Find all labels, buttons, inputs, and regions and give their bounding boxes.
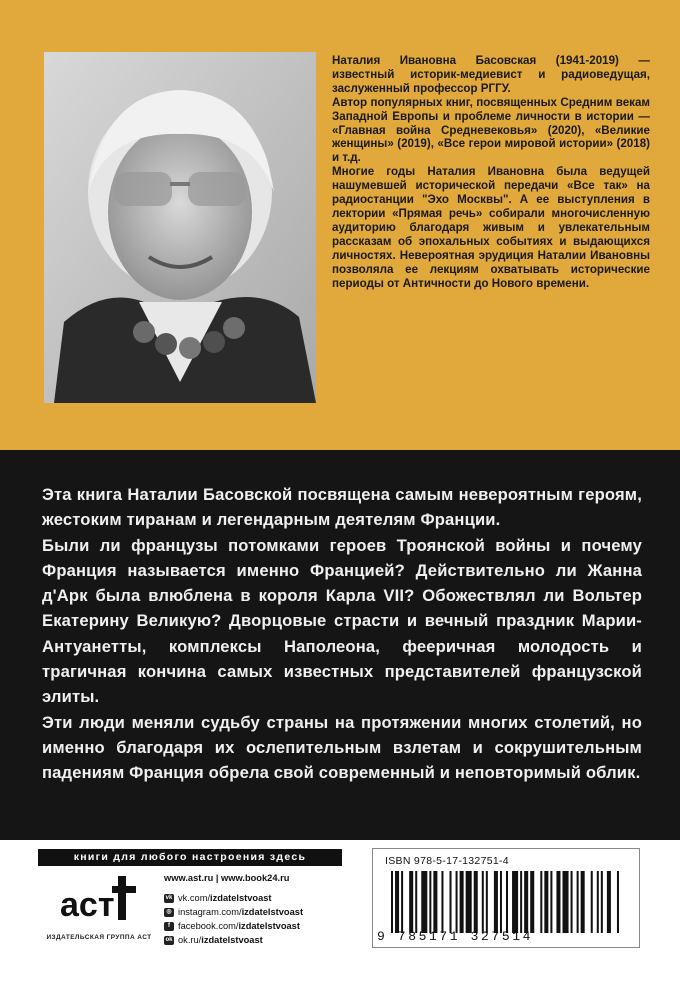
barcode-bar [571, 871, 573, 933]
barcode-bar [512, 871, 518, 933]
barcode-bar [421, 871, 427, 933]
barcode-bar [409, 871, 413, 933]
barcode-bar [429, 871, 431, 933]
barcode-bar [486, 871, 488, 933]
author-photo [44, 52, 316, 403]
barcode-bar [460, 871, 464, 933]
barcode-bar [494, 871, 498, 933]
bio-paragraph: Многие годы Наталия Ивановна была ведущей нашумевшей исторической передачи «Все так» на радиостанции "Эхо Москвы". А ее выступления в лектории «Прямая речь» собирали многочисленную аудиторию благодаря живым и увлекательным рассказам об эпохальных событиях и выдающихся личностях. Невероятная эрудиция Наталии Ивановны позволяла ее лекциям охватывать исторические периоды от Античности до Нового времени. [332, 165, 650, 290]
bio-paragraph: Наталия Ивановна Басовская (1941-2019) — известный историк-медиевист и радиоведущая, заслуженный профессор РГГУ. [332, 54, 650, 95]
social-links [164, 891, 303, 947]
barcode-digits: 9 785171 327514 [377, 929, 534, 944]
social-prefix: vk.com/ [178, 893, 211, 903]
vk-icon: vk [165, 894, 173, 901]
barcode-bar [466, 871, 472, 933]
author-bio [332, 54, 650, 290]
book-description [42, 482, 642, 786]
social-handle: izdatelstvoast [210, 893, 272, 903]
author-portrait-image [44, 52, 316, 403]
barcode-bar [415, 871, 417, 933]
barcode-bar [391, 871, 393, 933]
barcode-bar [617, 871, 619, 933]
social-link-facebook [164, 919, 303, 933]
barcode-block [372, 848, 640, 948]
social-handle: izdatelstvoast [241, 907, 304, 917]
social-handle: izdatelstvoast [238, 921, 300, 931]
barcode-bar [607, 871, 611, 933]
barcode-bar [556, 871, 560, 933]
social-link-instagram [164, 905, 303, 919]
barcode-bar [433, 871, 437, 933]
social-link-ok [164, 933, 303, 947]
odnoklassniki-icon: ok [165, 936, 173, 943]
description-paragraph: Эти люди меняли судьбу страны на протяжении многих столетий, но именно благодаря их ослепительным взлетам и сокрушительным падениям Франция обрела свой современный и неповторимый облик. [42, 712, 642, 783]
facebook-icon: f [164, 922, 174, 931]
barcode-bar [540, 871, 542, 933]
bio-paragraph: Автор популярных книг, посвященных Средним векам Западной Европы и проблеме личности в истории — «Главная война Средневековья» (2020), «Великие женщины» (2019), «Все герои мировой истории» (2018) и т.д. [332, 95, 650, 165]
barcode-bar [395, 871, 399, 933]
website-links: www.ast.ru | www.book24.ru [164, 873, 290, 883]
instagram-icon: ◎ [164, 908, 174, 917]
barcode-bar [441, 871, 443, 933]
barcode-bar [474, 871, 478, 933]
barcode-bar [506, 871, 508, 933]
barcode-bar [562, 871, 568, 933]
ast-logo [58, 870, 142, 928]
isbn-number: ISBN 978-5-17-132751-4 [385, 855, 509, 867]
social-link-vk [164, 891, 303, 905]
barcode-bar [577, 871, 579, 933]
social-prefix: instagram.com/ [178, 907, 242, 917]
description-paragraph: Эта книга Наталии Басовской посвящена самым невероятным героям, жестоким тиранам и легендарным деятелям Франции. [42, 485, 642, 530]
social-prefix: facebook.com/ [178, 921, 239, 931]
publisher-name: ИЗДАТЕЛЬСКАЯ ГРУППА АСТ [46, 934, 152, 941]
barcode-bar [544, 871, 548, 933]
barcode-bar [482, 871, 484, 933]
logo-lettering: аст [60, 886, 115, 924]
barcode-bar [401, 871, 403, 933]
barcode-icon [391, 871, 621, 933]
social-handle: izdatelstvoast [201, 935, 263, 945]
barcode-bar [450, 871, 452, 933]
barcode-bar [597, 871, 599, 933]
barcode-bar [524, 871, 528, 933]
social-prefix: ok.ru/ [178, 935, 202, 945]
barcode-bar [601, 871, 603, 933]
barcode-bar [530, 871, 534, 933]
barcode-bar [581, 871, 585, 933]
barcode-bar [591, 871, 593, 933]
barcode-bar [500, 871, 502, 933]
tagline-bar: книги для любого настроения здесь [38, 849, 342, 866]
barcode-bar [520, 871, 522, 933]
barcode-bar [456, 871, 458, 933]
barcode-bar [550, 871, 552, 933]
ast-logo-icon [58, 870, 142, 928]
description-paragraph: Были ли французы потомками героев Троянской войны и почему Франция называется именно Францией? Действительно ли Жанна д'Арк была влюблена в короля Карла VII? Обожествлял ли Вольтер Екатерину Великую? Дворцовые страсти и вечный праздник Марии-Антуанетты, комплексы Наполеона, фееричная молодость и трагичная кончина самых известных представителей французской элиты. [42, 535, 642, 707]
